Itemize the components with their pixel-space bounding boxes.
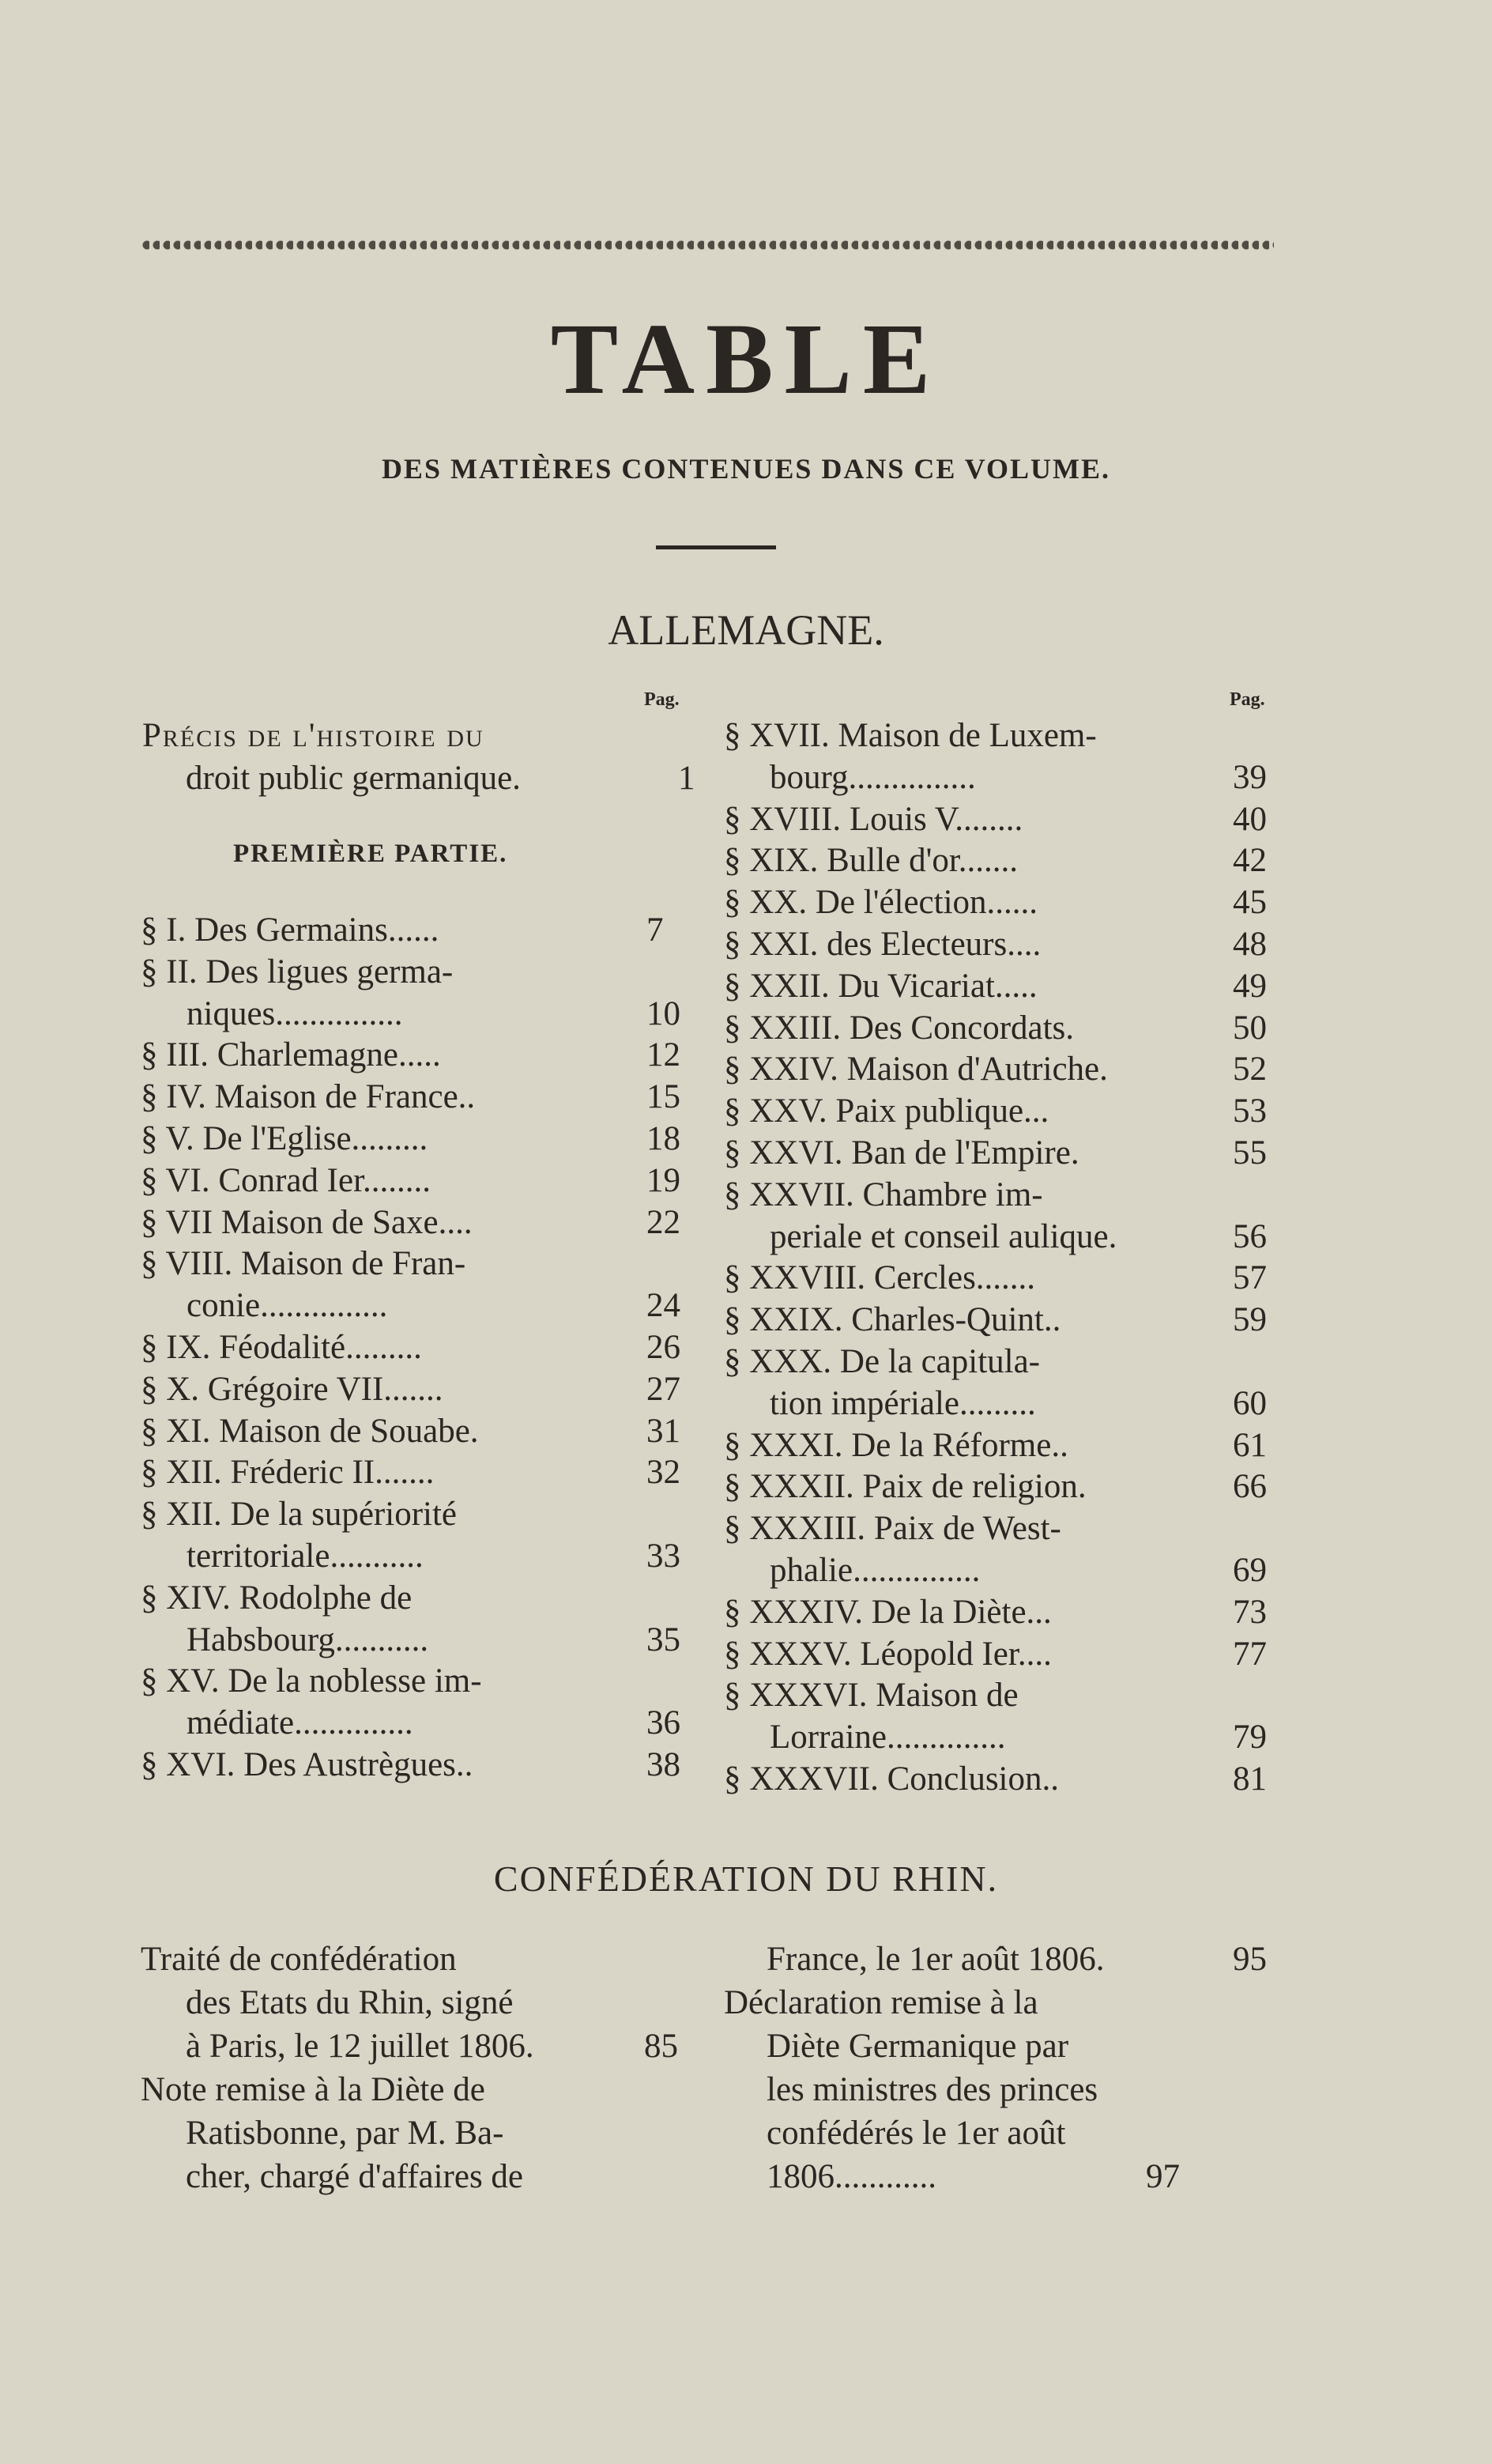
conf-left-line: Ratisbonne, par M. Ba- xyxy=(186,2115,504,2152)
toc-left-page-number: 35 xyxy=(646,1621,680,1658)
toc-right-line xyxy=(724,798,1023,841)
toc-left-page-number: 15 xyxy=(646,1078,680,1116)
toc-right-line xyxy=(724,1257,1035,1300)
toc-left-line xyxy=(141,1118,428,1160)
toc-right-page-number: 39 xyxy=(1233,758,1267,796)
toc-right-text: § XVII. Maison de Luxem- xyxy=(724,717,1097,754)
toc-right-text: § XX. De l'élection...... xyxy=(724,884,1038,922)
toc-left-line xyxy=(141,1160,431,1202)
toc-left-text: § XI. Maison de Souabe. xyxy=(141,1412,479,1450)
toc-right-line xyxy=(770,1716,1006,1759)
toc-left-text: § II. Des ligues germa- xyxy=(141,953,454,991)
toc-right-text: § XXX. De la capitula- xyxy=(724,1343,1040,1380)
conf-right-line: Déclaration remise à la xyxy=(724,1984,1038,2021)
title-divider xyxy=(656,545,776,549)
conf-right-line: France, le 1er août 1806. xyxy=(767,1941,1105,1978)
toc-right-line xyxy=(724,1174,1043,1217)
toc-left-line xyxy=(141,1326,422,1369)
toc-right-page-number: 81 xyxy=(1233,1760,1267,1798)
toc-left-text: médiate.............. xyxy=(186,1704,413,1742)
toc-right-page-number: 50 xyxy=(1233,1009,1267,1047)
toc-left-line xyxy=(141,1076,475,1119)
toc-right-page-number: 45 xyxy=(1233,884,1267,922)
toc-right-line xyxy=(724,1007,1074,1050)
toc-right-line xyxy=(724,1466,1087,1508)
toc-right-text: § XXI. des Electeurs.... xyxy=(724,926,1042,963)
page-title: TABLE xyxy=(550,303,942,415)
toc-left-line xyxy=(141,1034,441,1077)
conf-left-page-number: 85 xyxy=(644,2028,678,2065)
toc-right-line xyxy=(724,1591,1052,1634)
conf-right-line: confédérés le 1er août xyxy=(767,2115,1066,2152)
toc-right-line xyxy=(724,923,1041,966)
toc-right-page-number: 60 xyxy=(1233,1384,1267,1422)
toc-right-line xyxy=(724,715,1097,757)
toc-right-text: § XXXI. De la Réforme.. xyxy=(724,1426,1068,1464)
conf-right-page-number: 97 xyxy=(1146,2158,1180,2195)
toc-right-line xyxy=(770,757,976,799)
toc-right-text: § XXXIII. Paix de West- xyxy=(724,1510,1061,1548)
toc-right-page-number: 40 xyxy=(1233,800,1267,838)
toc-right-text: § XXIV. Maison d'Autriche. xyxy=(724,1051,1108,1089)
toc-right-text: § XXVI. Ban de l'Empire. xyxy=(724,1134,1079,1172)
toc-right-text: § XXXII. Paix de religion. xyxy=(724,1468,1087,1506)
toc-right-page-number: 73 xyxy=(1233,1593,1267,1631)
toc-left-line xyxy=(186,993,403,1036)
conf-right-line: les ministres des princes xyxy=(767,2071,1098,2108)
toc-right-page-number: 52 xyxy=(1233,1051,1267,1089)
toc-right-line xyxy=(770,1383,1036,1425)
toc-right-text: § XXXVI. Maison de xyxy=(724,1677,1019,1715)
toc-right-page-number: 49 xyxy=(1233,967,1267,1005)
toc-right-page-number: 48 xyxy=(1233,926,1267,963)
toc-right-page-number: 77 xyxy=(1233,1635,1267,1673)
part-heading: PREMIÈRE PARTIE. xyxy=(233,840,508,868)
toc-right-text: § XXV. Paix publique... xyxy=(724,1092,1049,1130)
toc-left-line xyxy=(141,1368,443,1411)
toc-left-text: § VII Maison de Saxe.... xyxy=(141,1203,473,1241)
toc-left-page-number: 38 xyxy=(646,1746,680,1783)
conf-left-line: Traité de confédération xyxy=(141,1941,457,1978)
toc-left-line xyxy=(186,1535,424,1578)
toc-left-text: § XII. Fréderic II....... xyxy=(141,1454,435,1492)
toc-right-page-number: 59 xyxy=(1233,1301,1267,1339)
toc-right-text: § XVIII. Louis V........ xyxy=(724,800,1023,838)
toc-left-line xyxy=(141,1744,473,1787)
toc-left-page-number: 7 xyxy=(646,911,664,949)
toc-right-text: periale et conseil aulique. xyxy=(770,1217,1117,1255)
toc-left-page-number: 27 xyxy=(646,1370,680,1408)
conf-left-line: des Etats du Rhin, signé xyxy=(186,1984,514,2021)
toc-right-page-number: 53 xyxy=(1233,1092,1267,1130)
toc-right-text: phalie............... xyxy=(770,1552,981,1589)
toc-right-page-number: 66 xyxy=(1233,1468,1267,1506)
toc-left-page-number: 31 xyxy=(646,1412,680,1450)
toc-left-text: niques............... xyxy=(186,994,403,1032)
pag-label-right: Pag. xyxy=(1230,689,1265,710)
section-title-allemagne: ALLEMAGNE. xyxy=(608,606,884,654)
toc-right-line xyxy=(724,1633,1052,1676)
toc-right-page-number: 55 xyxy=(1233,1134,1267,1172)
toc-right-line xyxy=(724,1674,1019,1717)
toc-left-text: § IX. Féodalité......... xyxy=(141,1329,422,1366)
toc-right-page-number: 56 xyxy=(1233,1217,1267,1255)
toc-left-line xyxy=(141,1410,479,1453)
toc-right-line xyxy=(724,1758,1059,1801)
toc-left-text: § III. Charlemagne..... xyxy=(141,1036,441,1074)
toc-intro-page: 1 xyxy=(678,760,695,797)
toc-right-page-number: 69 xyxy=(1233,1552,1267,1589)
conf-right-line: Diète Germanique par xyxy=(767,2028,1069,2065)
toc-right-text: Lorraine.............. xyxy=(770,1719,1006,1756)
toc-right-text: tion impériale......... xyxy=(770,1384,1036,1422)
toc-right-text: § XXXIV. De la Diète... xyxy=(724,1593,1052,1631)
toc-right-line xyxy=(724,1090,1049,1133)
toc-left-line xyxy=(141,1202,473,1244)
conf-left-line: Note remise à la Diète de xyxy=(141,2071,485,2108)
toc-right-line xyxy=(724,881,1038,924)
toc-right-text: § XXXV. Léopold Ier.... xyxy=(724,1635,1052,1673)
toc-right-text: § XXVII. Chambre im- xyxy=(724,1175,1043,1213)
toc-right-page-number: 42 xyxy=(1233,842,1267,880)
toc-left-text: § XII. De la supériorité xyxy=(141,1496,457,1534)
toc-left-page-number: 26 xyxy=(646,1329,680,1366)
toc-left-line xyxy=(141,951,453,994)
decorative-rule-top xyxy=(142,237,1274,253)
toc-intro-line1: Précis de l'histoire du xyxy=(142,717,484,754)
toc-left-text: Habsbourg........... xyxy=(186,1621,429,1658)
toc-left-page-number: 12 xyxy=(646,1036,680,1074)
toc-left-page-number: 10 xyxy=(646,994,680,1032)
toc-right-line xyxy=(724,965,1038,1008)
section-title-confederation: CONFÉDÉRATION DU RHIN. xyxy=(493,1858,999,1899)
toc-left-page-number: 32 xyxy=(646,1454,680,1492)
toc-right-line xyxy=(724,1507,1061,1550)
toc-left-text: § XV. De la noblesse im- xyxy=(141,1662,482,1700)
toc-left-text: § VIII. Maison de Fran- xyxy=(141,1245,466,1283)
toc-left-text: § X. Grégoire VII....... xyxy=(141,1370,443,1408)
toc-right-text: § XXII. Du Vicariat..... xyxy=(724,967,1038,1005)
conf-left-line: à Paris, le 12 juillet 1806. xyxy=(186,2028,534,2065)
toc-left-text: § XVI. Des Austrègues.. xyxy=(141,1746,473,1783)
toc-right-text: § XIX. Bulle d'or....... xyxy=(724,842,1019,880)
pag-label-left: Pag. xyxy=(644,689,680,710)
toc-right-page-number: 57 xyxy=(1233,1259,1267,1297)
toc-left-text: territoriale........... xyxy=(186,1538,424,1575)
toc-right-page-number: 61 xyxy=(1233,1426,1267,1464)
toc-right-line xyxy=(724,1424,1068,1467)
toc-intro-line2: droit public germanique. xyxy=(186,760,521,797)
toc-right-line xyxy=(724,1048,1108,1091)
toc-left-line xyxy=(186,1702,413,1745)
toc-left-page-number: 18 xyxy=(646,1120,680,1157)
toc-right-text: bourg............... xyxy=(770,758,976,796)
toc-left-line xyxy=(141,1577,412,1620)
toc-left-page-number: 19 xyxy=(646,1161,680,1199)
page-subtitle: DES MATIÈRES CONTENUES DANS CE VOLUME. xyxy=(381,453,1111,485)
conf-right-line: 1806............ xyxy=(767,2158,936,2195)
conf-left-line: cher, chargé d'affaires de xyxy=(186,2158,524,2195)
toc-right-page-number: 79 xyxy=(1233,1719,1267,1756)
toc-left-line xyxy=(141,909,439,952)
toc-right-text: § XXVIII. Cercles....... xyxy=(724,1259,1036,1297)
toc-left-page-number: 36 xyxy=(646,1704,680,1742)
toc-right-line xyxy=(724,1132,1079,1175)
toc-left-text: § IV. Maison de France.. xyxy=(141,1078,476,1116)
toc-left-text: § I. Des Germains...... xyxy=(141,911,439,949)
toc-left-line xyxy=(141,1493,457,1536)
toc-left-page-number: 24 xyxy=(646,1287,680,1325)
toc-right-line xyxy=(724,1341,1040,1383)
toc-left-text: § V. De l'Eglise......... xyxy=(141,1120,428,1157)
toc-right-text: § XXIII. Des Concordats. xyxy=(724,1009,1075,1047)
conf-right-page-number: 95 xyxy=(1233,1941,1267,1978)
toc-right-line xyxy=(724,1299,1061,1341)
toc-left-line xyxy=(186,1285,387,1327)
toc-left-line xyxy=(141,1451,434,1494)
toc-right-line xyxy=(724,840,1018,882)
toc-left-page-number: 22 xyxy=(646,1203,680,1241)
toc-right-text: § XXIX. Charles-Quint.. xyxy=(724,1301,1061,1339)
toc-left-page-number: 33 xyxy=(646,1538,680,1575)
toc-left-line xyxy=(141,1660,482,1703)
toc-right-line xyxy=(770,1216,1117,1258)
toc-left-line xyxy=(141,1243,465,1285)
toc-left-text: § VI. Conrad Ier........ xyxy=(141,1161,431,1199)
toc-right-line xyxy=(770,1549,980,1592)
toc-left-text: conie............... xyxy=(186,1287,388,1325)
toc-left-line xyxy=(186,1619,428,1662)
toc-left-text: § XIV. Rodolphe de xyxy=(141,1579,413,1617)
toc-right-text: § XXXVII. Conclusion.. xyxy=(724,1760,1059,1798)
